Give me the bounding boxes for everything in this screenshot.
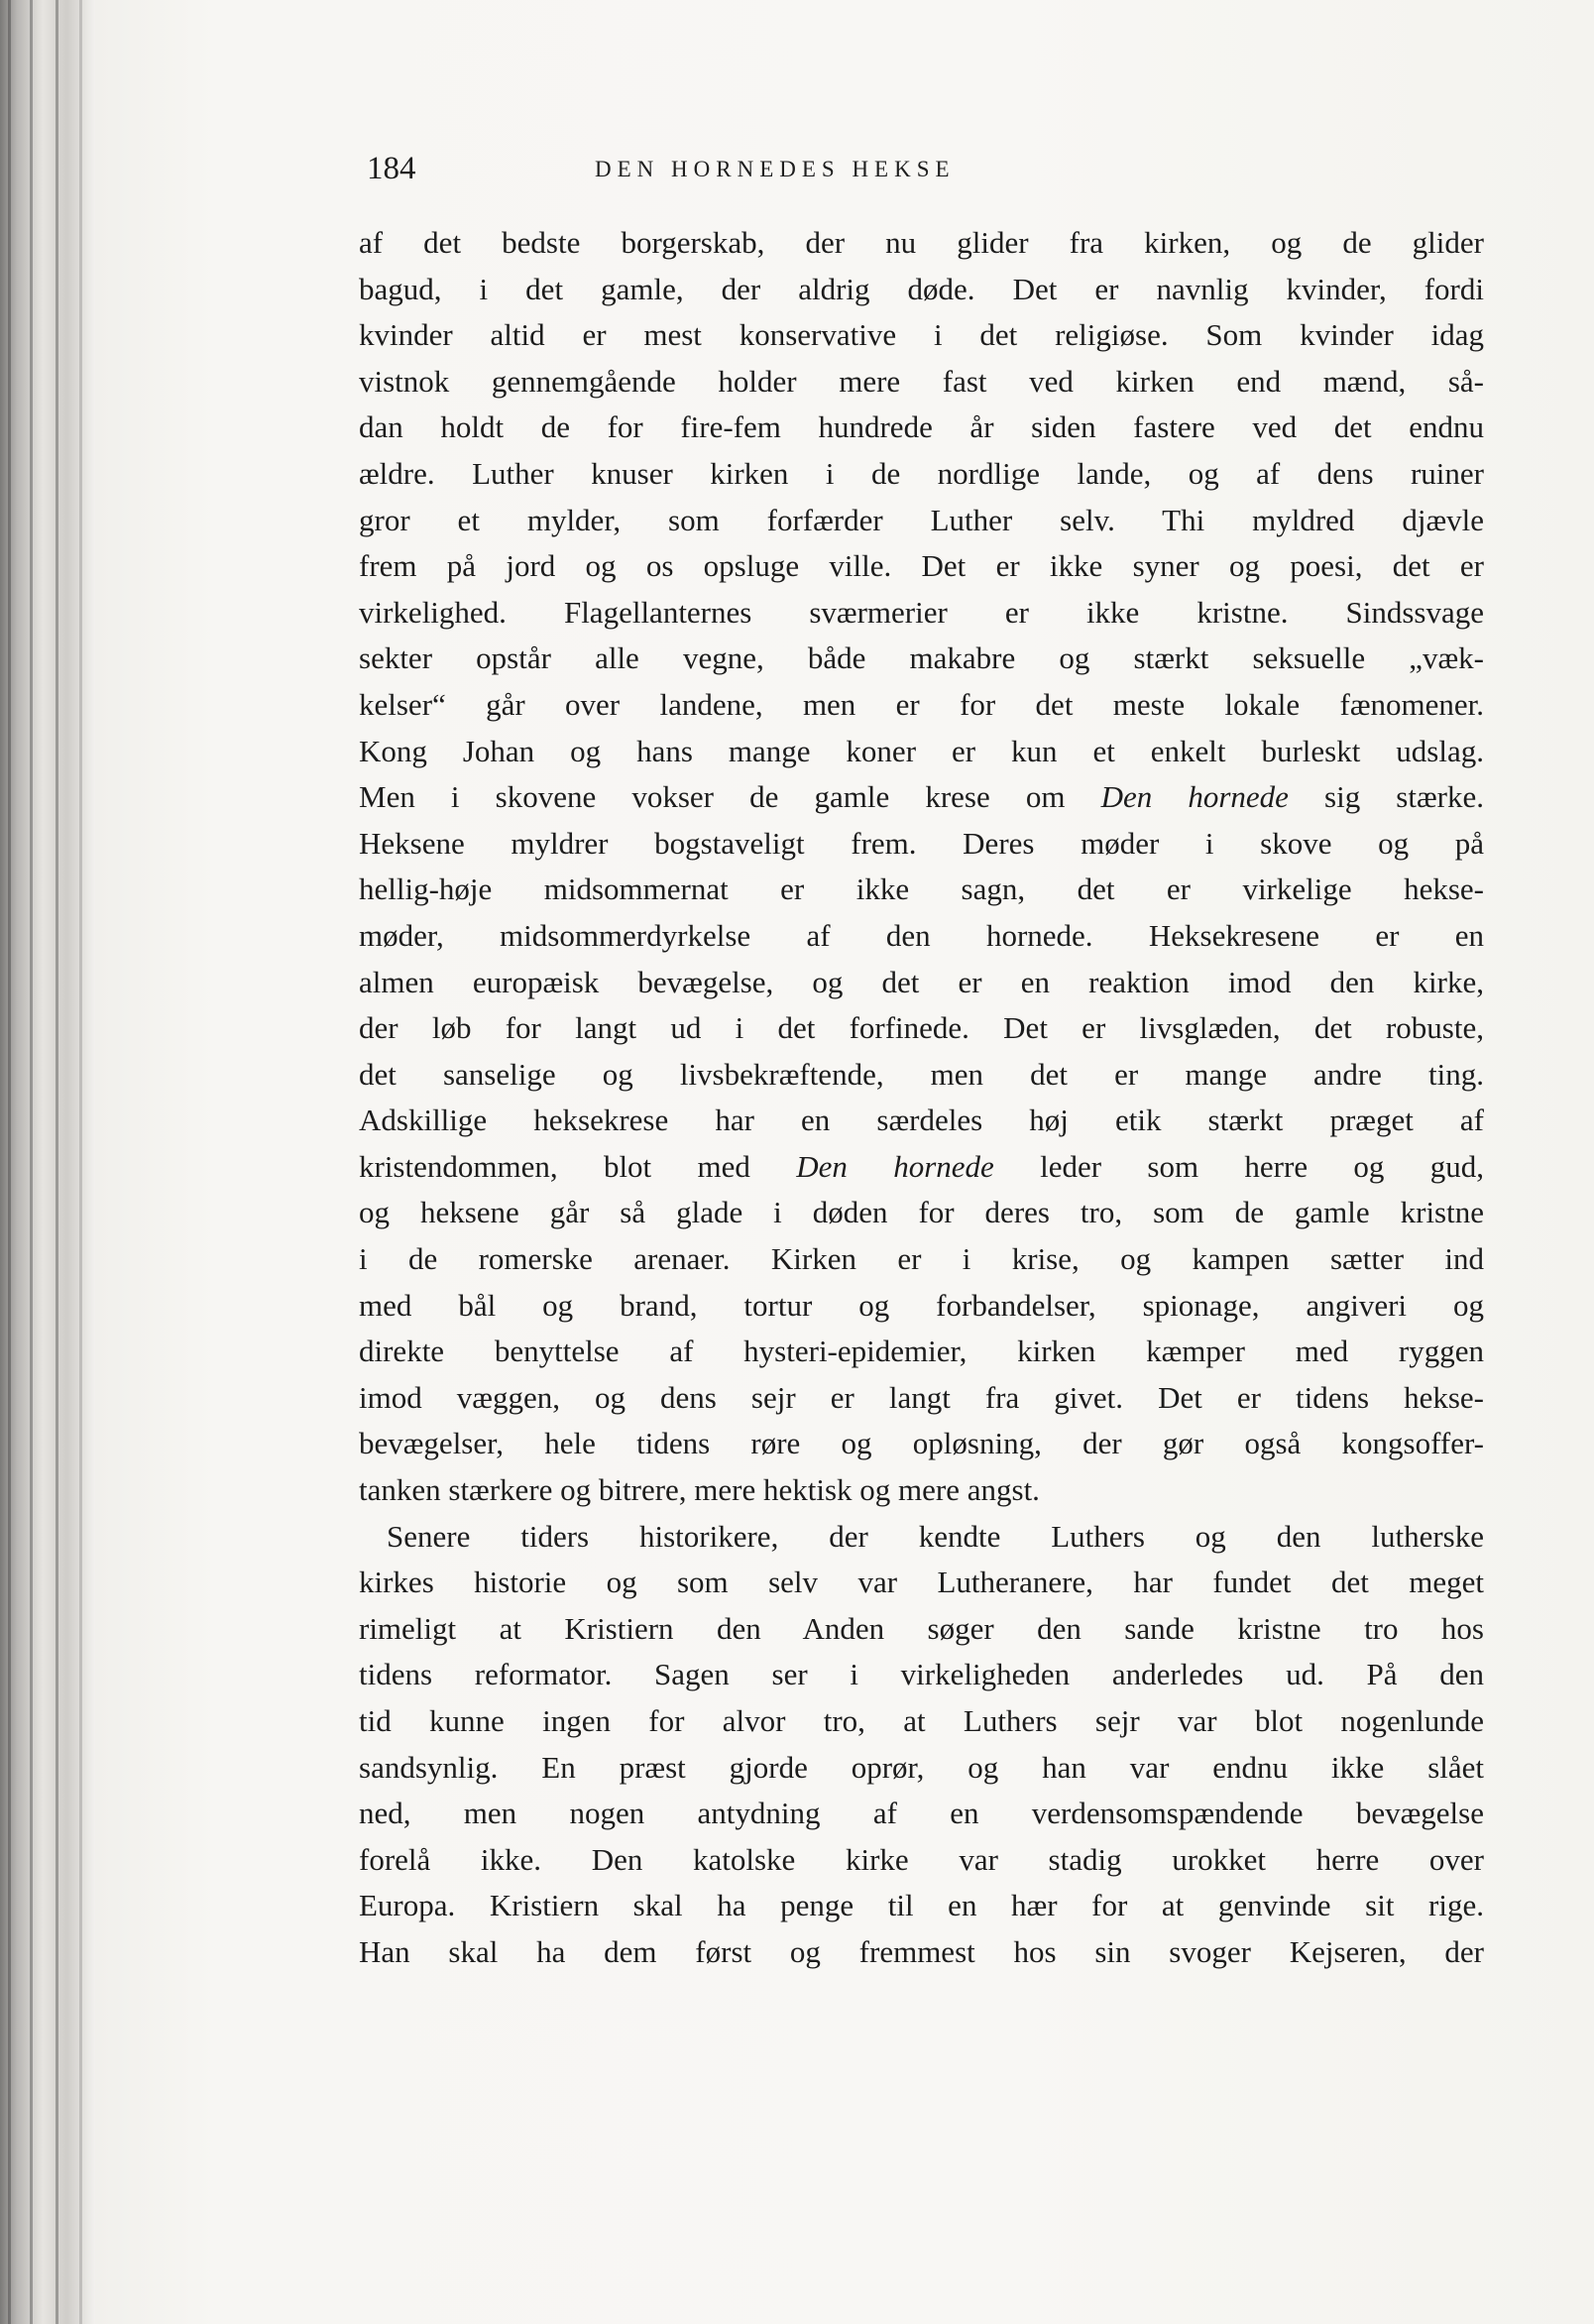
text-line: virkelighed. Flagellanternes sværmerier er ikke kristne. Sindssvage [359, 594, 1484, 630]
text-line: der løb for langt ud i det forfinede. Det er livsglæden, det robuste, [359, 1010, 1484, 1046]
text-line: frem på jord og os opsluge ville. Det er ikke syner og poesi, det er [359, 548, 1484, 584]
book-page [95, 0, 1594, 2324]
text-line: sekter opstår alle vegne, både makabre og stærkt seksuelle „væk- [359, 640, 1484, 676]
binding-edge [79, 0, 82, 2324]
text-line: direkte benyttelse af hysteri-epidemier, kirken kæmper med ryggen [359, 1334, 1484, 1369]
text-line: møder, midsommerdyrkelse af den hornede. Heksekresene er en [359, 917, 1484, 953]
text-line: bevægelser, hele tidens røre og opløsning, der gør også kongsoffer- [359, 1426, 1484, 1461]
running-head: DEN HORNEDES HEKSE [595, 157, 956, 181]
text-line [359, 1144, 1484, 1191]
text-line: imod væggen, og dens sejr er langt fra givet. Det er tidens hekse- [359, 1379, 1484, 1415]
text-line: sandsynlig. En præst gjorde oprør, og han var endnu ikke slået [359, 1749, 1484, 1785]
text-run: kristendommen, blot med [359, 1148, 797, 1184]
text-line: forelå ikke. Den katolske kirke var stadig urokket herre over [359, 1841, 1484, 1877]
text-line: Europa. Kristiern skal ha penge til en hær for at genvinde sit rige. [359, 1888, 1484, 1923]
text-line: af det bedste borgerskab, der nu glider fra kirken, og de glider [359, 225, 1484, 260]
text-line: Kong Johan og hans mange koner er kun et enkelt burleskt udslag. [359, 733, 1484, 768]
text-run: leder som herre og gud, [993, 1148, 1484, 1184]
book-binding-shadow [0, 0, 95, 2324]
italic-title: Den hornede [796, 1148, 994, 1184]
text-line: tid kunne ingen for alvor tro, at Luthers sejr var blot nogenlunde [359, 1703, 1484, 1738]
text-line [359, 774, 1484, 821]
text-line: ned, men nogen antydning af en verdensomspændende bevægelse [359, 1796, 1484, 1831]
page-number: 184 [367, 151, 416, 186]
text-line: kvinder altid er mest konservative i det religiøse. Som kvinder idag [359, 317, 1484, 353]
text-line: og heksene går så glade i døden for deres tro, som de gamle kristne [359, 1195, 1484, 1230]
text-line: dan holdt de for fire-fem hundrede år siden fastere ved det endnu [359, 409, 1484, 445]
text-line: almen europæisk bevægelse, og det er en reaktion imod den kirke, [359, 964, 1484, 999]
text-line: Heksene myldrer bogstaveligt frem. Deres møder i skove og på [359, 825, 1484, 861]
text-line: tidens reformator. Sagen ser i virkeligheden anderledes ud. På den [359, 1657, 1484, 1692]
text-line: kelser“ går over landene, men er for det meste lokale fænomener. [359, 686, 1484, 722]
text-line: det sanselige og livsbekræftende, men det er mange andre ting. [359, 1056, 1484, 1092]
text-run: Men i skovene vokser de gamle krese om [359, 779, 1101, 815]
text-line: kirkes historie og som selv var Lutheranere, har fundet det meget [359, 1565, 1484, 1600]
text-line: Han skal ha dem først og fremmest hos sin svoger Kejseren, der [359, 1933, 1484, 1969]
binding-edge [30, 0, 33, 2324]
text-line: bagud, i det gamle, der aldrig døde. Det er navnlig kvinder, fordi [359, 271, 1484, 306]
binding-edge [56, 0, 58, 2324]
text-line: hellig-høje midsommernat er ikke sagn, det er virkelige hekse- [359, 872, 1484, 907]
text-line: med bål og brand, tortur og forbandelser, spionage, angiveri og [359, 1287, 1484, 1323]
text-run: sig stærke. [1288, 779, 1484, 815]
binding-edge [8, 0, 11, 2324]
page-header [367, 147, 1388, 190]
text-line: Adskillige heksekrese har en særdeles høj etik stærkt præget af [359, 1103, 1484, 1138]
text-line: vistnok gennemgående holder mere fast ved kirken end mænd, så- [359, 363, 1484, 399]
italic-title: Den hornede [1100, 779, 1289, 815]
body-text [359, 220, 1484, 1976]
text-line: Senere tiders historikere, der kendte Luthers og den lutherske [387, 1518, 1484, 1554]
text-line: rimeligt at Kristiern den Anden søger den sande kristne tro hos [359, 1610, 1484, 1646]
text-line: tanken stærkere og bitrere, mere hektisk og mere angst. [359, 1472, 1040, 1508]
text-line: i de romerske arenaer. Kirken er i krise, og kampen sætter ind [359, 1241, 1484, 1277]
text-line: gror et mylder, som forfærder Luther selv. Thi myldred djævle [359, 502, 1484, 537]
text-line: ældre. Luther knuser kirken i de nordlige lande, og af dens ruiner [359, 455, 1484, 491]
